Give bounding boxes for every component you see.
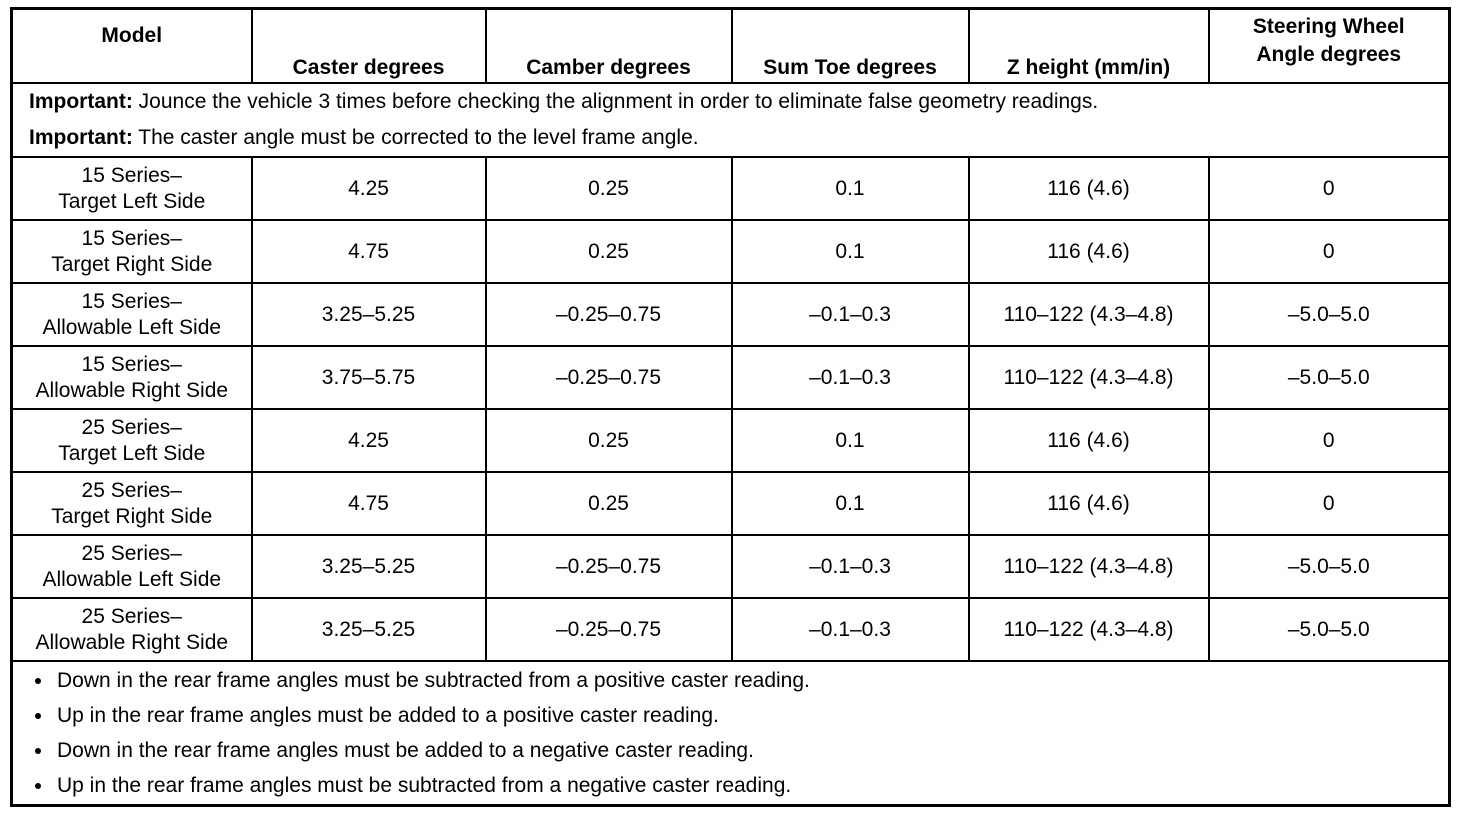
model-side: Target Right Side [51,504,213,528]
header-model: Model [12,9,252,84]
model-cell [12,535,252,598]
model-cell [12,283,252,346]
header-row [12,9,1450,84]
steering-angle-value: 0 [1209,220,1450,283]
bullet-note: Down in the rear frame angles must be subtracted from a positive caster reading. [57,663,1444,698]
sum-toe-value: 0.1 [732,157,969,220]
sum-toe-value: –0.1–0.3 [732,283,969,346]
caster-value: 4.25 [252,157,486,220]
important-note-text: Jounce the vehicle 3 times before checking the alignment in order to eliminate false geometry readings. [132,90,1099,113]
z-height-value: 110–122 (4.3–4.8) [969,346,1209,409]
camber-value: 0.25 [486,220,732,283]
camber-value: –0.25–0.75 [486,283,732,346]
steering-angle-value: –5.0–5.0 [1209,346,1450,409]
steering-angle-value: 0 [1209,472,1450,535]
model-cell [12,157,252,220]
model-side: Allowable Left Side [42,567,222,591]
z-height-value: 116 (4.6) [969,409,1209,472]
model-side: Allowable Right Side [35,378,229,402]
steering-angle-value: –5.0–5.0 [1209,283,1450,346]
important-label: Important: [29,90,133,113]
model-side: Target Left Side [58,189,206,213]
steering-angle-value: 0 [1209,157,1450,220]
model-side: Allowable Right Side [35,630,229,654]
camber-value: 0.25 [486,157,732,220]
table-row [12,283,1450,346]
header-caster: Caster degrees [252,9,486,84]
table-row [12,598,1450,661]
model-cell [12,598,252,661]
model-series: 15 Series– [81,163,182,187]
table-row [12,220,1450,283]
important-note-2 [29,120,1444,156]
camber-value: 0.25 [486,472,732,535]
header-sum-toe: Sum Toe degrees [732,9,969,84]
bullet-notes-row [12,661,1450,806]
camber-value: –0.25–0.75 [486,598,732,661]
model-cell [12,220,252,283]
z-height-value: 110–122 (4.3–4.8) [969,535,1209,598]
table-row [12,346,1450,409]
model-cell [12,346,252,409]
steering-angle-value: 0 [1209,409,1450,472]
important-label: Important: [29,126,133,149]
z-height-value: 110–122 (4.3–4.8) [969,598,1209,661]
model-side: Target Right Side [51,252,213,276]
caster-value: 4.75 [252,472,486,535]
sum-toe-value: –0.1–0.3 [732,346,969,409]
table-row [12,472,1450,535]
bullet-note: Down in the rear frame angles must be added to a negative caster reading. [57,733,1444,768]
alignment-spec-table [10,7,1451,807]
z-height-value: 116 (4.6) [969,472,1209,535]
important-notes [12,83,1450,157]
bullet-note: Up in the rear frame angles must be subtracted from a negative caster reading. [57,768,1444,803]
model-series: 25 Series– [81,478,182,502]
table-row [12,535,1450,598]
header-steering-line1: Steering Wheel [1252,15,1405,38]
header-camber: Camber degrees [486,9,732,84]
steering-angle-value: –5.0–5.0 [1209,598,1450,661]
model-cell [12,409,252,472]
z-height-value: 116 (4.6) [969,157,1209,220]
model-series: 15 Series– [81,226,182,250]
caster-value: 3.25–5.25 [252,283,486,346]
table-row [12,157,1450,220]
sum-toe-value: 0.1 [732,409,969,472]
bullet-note: Up in the rear frame angles must be added to a positive caster reading. [57,698,1444,733]
model-cell [12,472,252,535]
important-note-text: The caster angle must be corrected to the level frame angle. [132,126,699,149]
sum-toe-value: 0.1 [732,472,969,535]
steering-angle-value: –5.0–5.0 [1209,535,1450,598]
model-series: 25 Series– [81,415,182,439]
header-z-height: Z height (mm/in) [969,9,1209,84]
important-notes-row [12,83,1450,157]
bullet-notes [12,661,1450,806]
caster-value: 3.75–5.75 [252,346,486,409]
important-note-1 [29,84,1444,120]
model-series: 15 Series– [81,352,182,376]
model-series: 25 Series– [81,604,182,628]
header-steering-line2: Angle degrees [1256,43,1402,66]
sum-toe-value: –0.1–0.3 [732,535,969,598]
sum-toe-value: –0.1–0.3 [732,598,969,661]
model-side: Allowable Left Side [42,315,222,339]
model-side: Target Left Side [58,441,206,465]
table-row [12,409,1450,472]
model-series: 15 Series– [81,289,182,313]
caster-value: 4.25 [252,409,486,472]
model-series: 25 Series– [81,541,182,565]
z-height-value: 116 (4.6) [969,220,1209,283]
camber-value: –0.25–0.75 [486,535,732,598]
header-steering-wheel-angle [1209,9,1450,84]
caster-value: 3.25–5.25 [252,535,486,598]
z-height-value: 110–122 (4.3–4.8) [969,283,1209,346]
camber-value: –0.25–0.75 [486,346,732,409]
sum-toe-value: 0.1 [732,220,969,283]
caster-value: 4.75 [252,220,486,283]
caster-value: 3.25–5.25 [252,598,486,661]
camber-value: 0.25 [486,409,732,472]
